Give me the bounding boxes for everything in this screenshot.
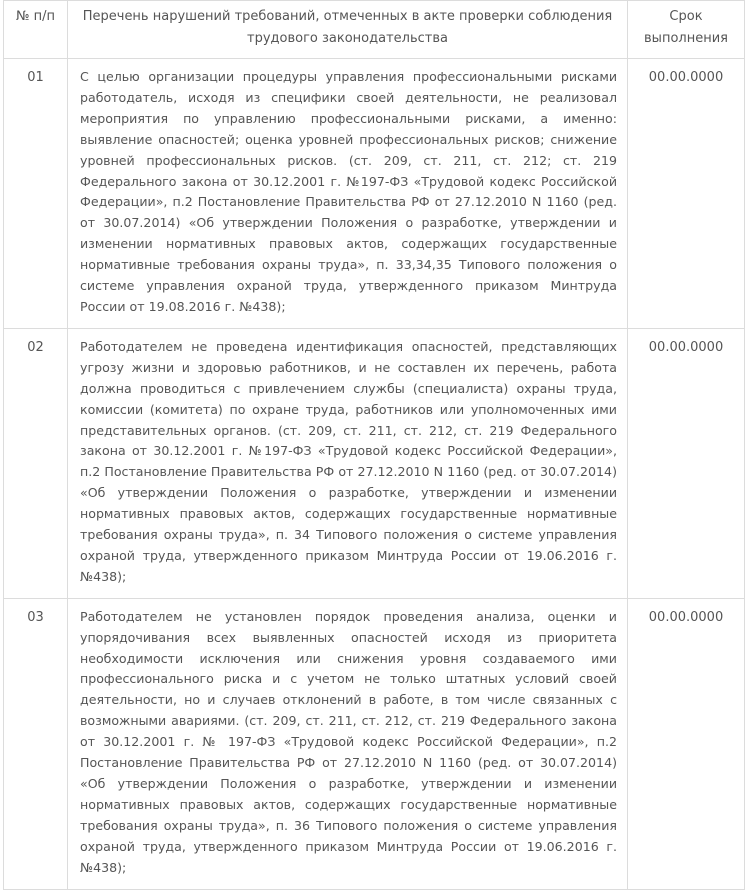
row-number: 01 [4, 59, 68, 329]
header-deadline: Срок выполнения [628, 1, 745, 59]
table-row [4, 598, 745, 889]
table-row [4, 59, 745, 329]
row-number: 03 [4, 598, 68, 889]
row-deadline: 00.00.0000 [628, 598, 745, 889]
header-number: № п/п [4, 1, 68, 59]
row-description: Работодателем не проведена идентификация опасностей, представляющих угрозу жизни и здоровью работников, и не составлен их перечень, работа должна проводиться с привлечением службы (специалиста) охраны труда, комиссии (комитета) по охране труда, работников или уполномоченных ими представительных органов. (ст. 209, ст. 211, ст. 212, ст. 219 Федерального закона от 30.12.2001 г. №197-ФЗ «Трудовой кодекс Российской Федерации», п.2 Постановление Правительства РФ от 27.12.2010 N 1160 (ред. от 30.07.2014) «Об утверждении Положения о разработке, утверждении и изменении нормативных правовых актов, содержащих государственные нормативные требования охраны труда», п. 34 Типового положения о системе управления охраной труда, утвержденного приказом Минтруда России от 19.06.2016 г. №438); [68, 328, 628, 598]
row-number: 02 [4, 328, 68, 598]
table-row [4, 328, 745, 598]
table-header-row [4, 1, 745, 59]
header-description: Перечень нарушений требований, отмеченных в акте проверки соблюдения трудового законодательства [68, 1, 628, 59]
violations-table [3, 0, 745, 890]
row-deadline: 00.00.0000 [628, 59, 745, 329]
row-deadline: 00.00.0000 [628, 328, 745, 598]
row-description: С целью организации процедуры управления профессиональными рисками работодатель, исходя из специфики своей деятельности, не реализовал мероприятия по управлению профессиональными рисками, а именно: выявление опасностей; оценка уровней профессиональных рисков; снижение уровней профессиональных рисков. (ст. 209, ст. 211, ст. 212; ст. 219 Федерального закона от 30.12.2001 г. №197-ФЗ «Трудовой кодекс Российской Федерации», п.2 Постановление Правительства РФ от 27.12.2010 N 1160 (ред. от 30.07.2014) «Об утверждении Положения о разработке, утверждении и изменении нормативных правовых актов, содержащих государственные нормативные требования охраны труда», п. 33,34,35 Типового положения о системе управления охраной труда, утвержденного приказом Минтруда России от 19.08.2016 г. №438); [68, 59, 628, 329]
row-description: Работодателем не установлен порядок проведения анализа, оценки и упорядочивания всех выявленных опасностей исходя из приоритета необходимости исключения или снижения уровня создаваемого ими профессионального риска и с учетом не только штатных условий своей деятельности, но и случаев отклонений в работе, в том числе связанных с возможными авариями. (ст. 209, ст. 211, ст. 212, ст. 219 Федерального закона от 30.12.2001 г. № 197-ФЗ «Трудовой кодекс Российской Федерации», п.2 Постановление Правительства РФ от 27.12.2010 N 1160 (ред. от 30.07.2014) «Об утверждении Положения о разработке, утверждении и изменении нормативных правовых актов, содержащих государственные нормативные требования охраны труда», п. 36 Типового положения о системе управления охраной труда, утвержденного приказом Минтруда России от 19.06.2016 г. №438); [68, 598, 628, 889]
